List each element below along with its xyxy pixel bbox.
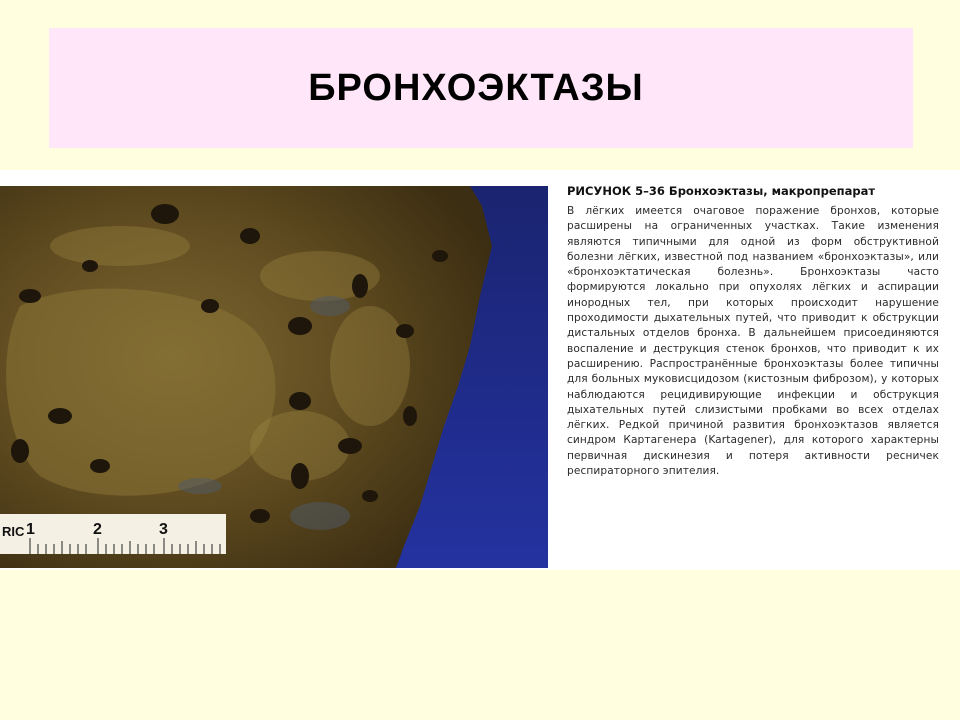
caption-body: В лёгких имеется очаговое поражение бронхов, которые расширены на ограниченных участках. Такие изменения являются типичными для одной из форм обструктивной болезни лёгких, известной под названием «бронхоэктазы», или «бронхоэктатическая болезнь». Бронхоэктазы часто формируются локально при опухолях лёгких и аспирации инородных тел, при которых происходит нарушение проходимости дыхательных путей, что приводит к обструкции дистальных отделов бронха. В дальнейшем присоединяются воспаление и деструкция стенок бронхов, что приводит к их расширению. Распространённые бронхоэктазы более типичны для больных муковисцидозом (кистозным фиброзом), у которых наблюдаются рецидивирующие инфекции и обструкция дыхательных путей слизистыми пробками во всех отделах лёгких. Редкой причиной развития бронхоэктазов является синдром Картагенера (Kartagener), для которого характерны первичная дискинезия и потеря активности ресничек респираторного эпителия. <box>567 205 939 478</box>
ruler-mark-3: 3 <box>159 521 168 538</box>
figure-panel <box>0 170 960 570</box>
ruler-mark-2: 2 <box>93 521 102 538</box>
title-box <box>49 28 913 148</box>
ruler-mark-1: 1 <box>26 521 35 538</box>
caption-title: РИСУНОК 5–36 Бронхоэктазы, макропрепарат <box>567 184 876 198</box>
ruler-prefix: RIC <box>2 524 25 539</box>
ruler <box>0 514 226 554</box>
specimen-photo <box>0 186 548 568</box>
slide-title: БРОНХОЭКТАЗЫ <box>308 66 644 109</box>
figure-caption <box>567 184 939 479</box>
